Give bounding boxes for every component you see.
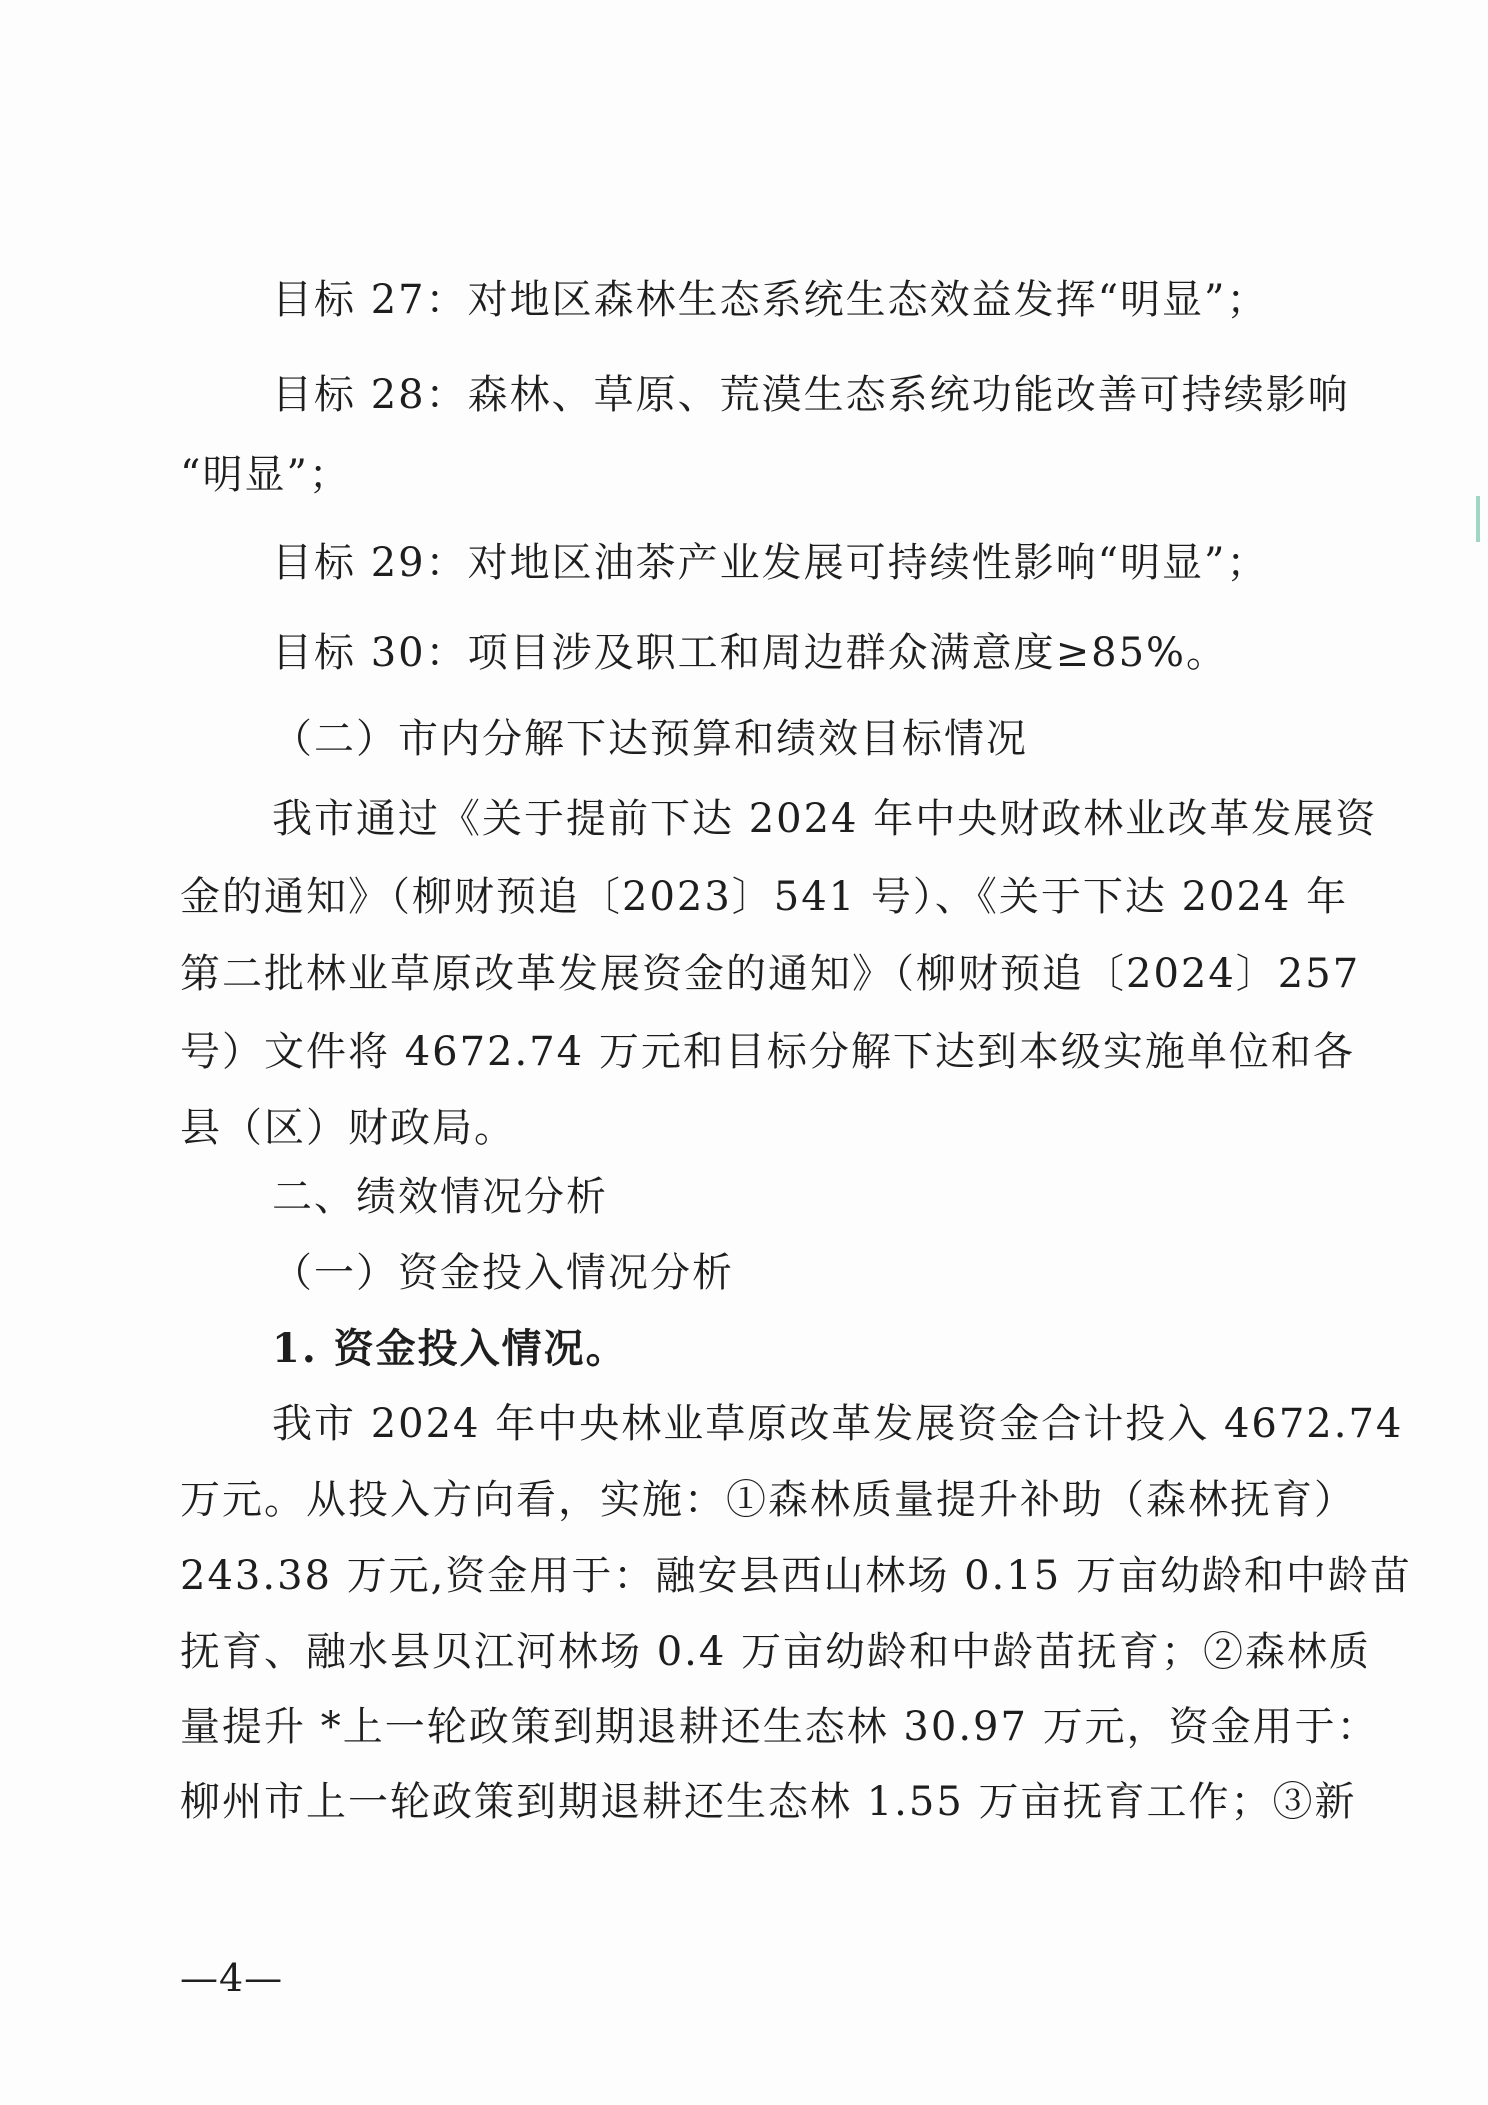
- goal-29: 目标 29：对地区油茶产业发展可持续性影响“明显”；: [272, 540, 1269, 586]
- item-heading-1: 1. 资金投入情况。: [272, 1325, 628, 1372]
- goal-30: 目标 30：项目涉及职工和周边群众满意度≥85%。: [272, 630, 1229, 676]
- goal-28-line-2: “明显”；: [180, 452, 351, 498]
- paragraph-2-line-1: 我市 2024 年中央林业草原改革发展资金合计投入 4672.74: [272, 1401, 1404, 1447]
- paragraph-2-line-2: 万元。从投入方向看，实施：①森林质量提升补助（森林抚育）: [180, 1477, 1356, 1523]
- paragraph-2-line-5: 量提升 *上一轮政策到期退耕还生态林 30.97 万元，资金用于：: [180, 1704, 1379, 1750]
- paragraph-1-line-5: 县（区）财政局。: [180, 1105, 516, 1151]
- subsection-heading-1: （一）资金投入情况分析: [272, 1250, 734, 1296]
- paragraph-1-line-2: 金的通知》（柳财预追〔2023〕541 号）、《关于下达 2024 年: [180, 874, 1349, 920]
- goal-28-line-1: 目标 28：森林、草原、荒漠生态系统功能改善可持续影响: [272, 372, 1350, 418]
- scan-edge-mark: [1476, 496, 1480, 542]
- page-number: —4—: [180, 1956, 284, 2000]
- paragraph-2-line-4: 抚育、融水县贝江河林场 0.4 万亩幼龄和中龄苗抚育；②森林质: [180, 1629, 1372, 1675]
- section-heading-2: （二）市内分解下达预算和绩效目标情况: [272, 716, 1028, 762]
- paragraph-2-line-6: 柳州市上一轮政策到期退耕还生态林 1.55 万亩抚育工作；③新: [180, 1779, 1357, 1825]
- paragraph-1-line-3: 第二批林业草原改革发展资金的通知》（柳财预追〔2024〕257: [180, 951, 1361, 997]
- goal-27: 目标 27：对地区森林生态系统生态效益发挥“明显”；: [272, 277, 1269, 323]
- paragraph-1-line-1: 我市通过《关于提前下达 2024 年中央财政林业改革发展资: [272, 796, 1378, 842]
- paragraph-1-line-4: 号）文件将 4672.74 万元和目标分解下达到本级实施单位和各: [180, 1029, 1355, 1075]
- chapter-heading-2: 二、绩效情况分析: [272, 1174, 608, 1220]
- paragraph-2-line-3: 243.38 万元,资金用于：融安县西山林场 0.15 万亩幼龄和中龄苗: [180, 1553, 1412, 1599]
